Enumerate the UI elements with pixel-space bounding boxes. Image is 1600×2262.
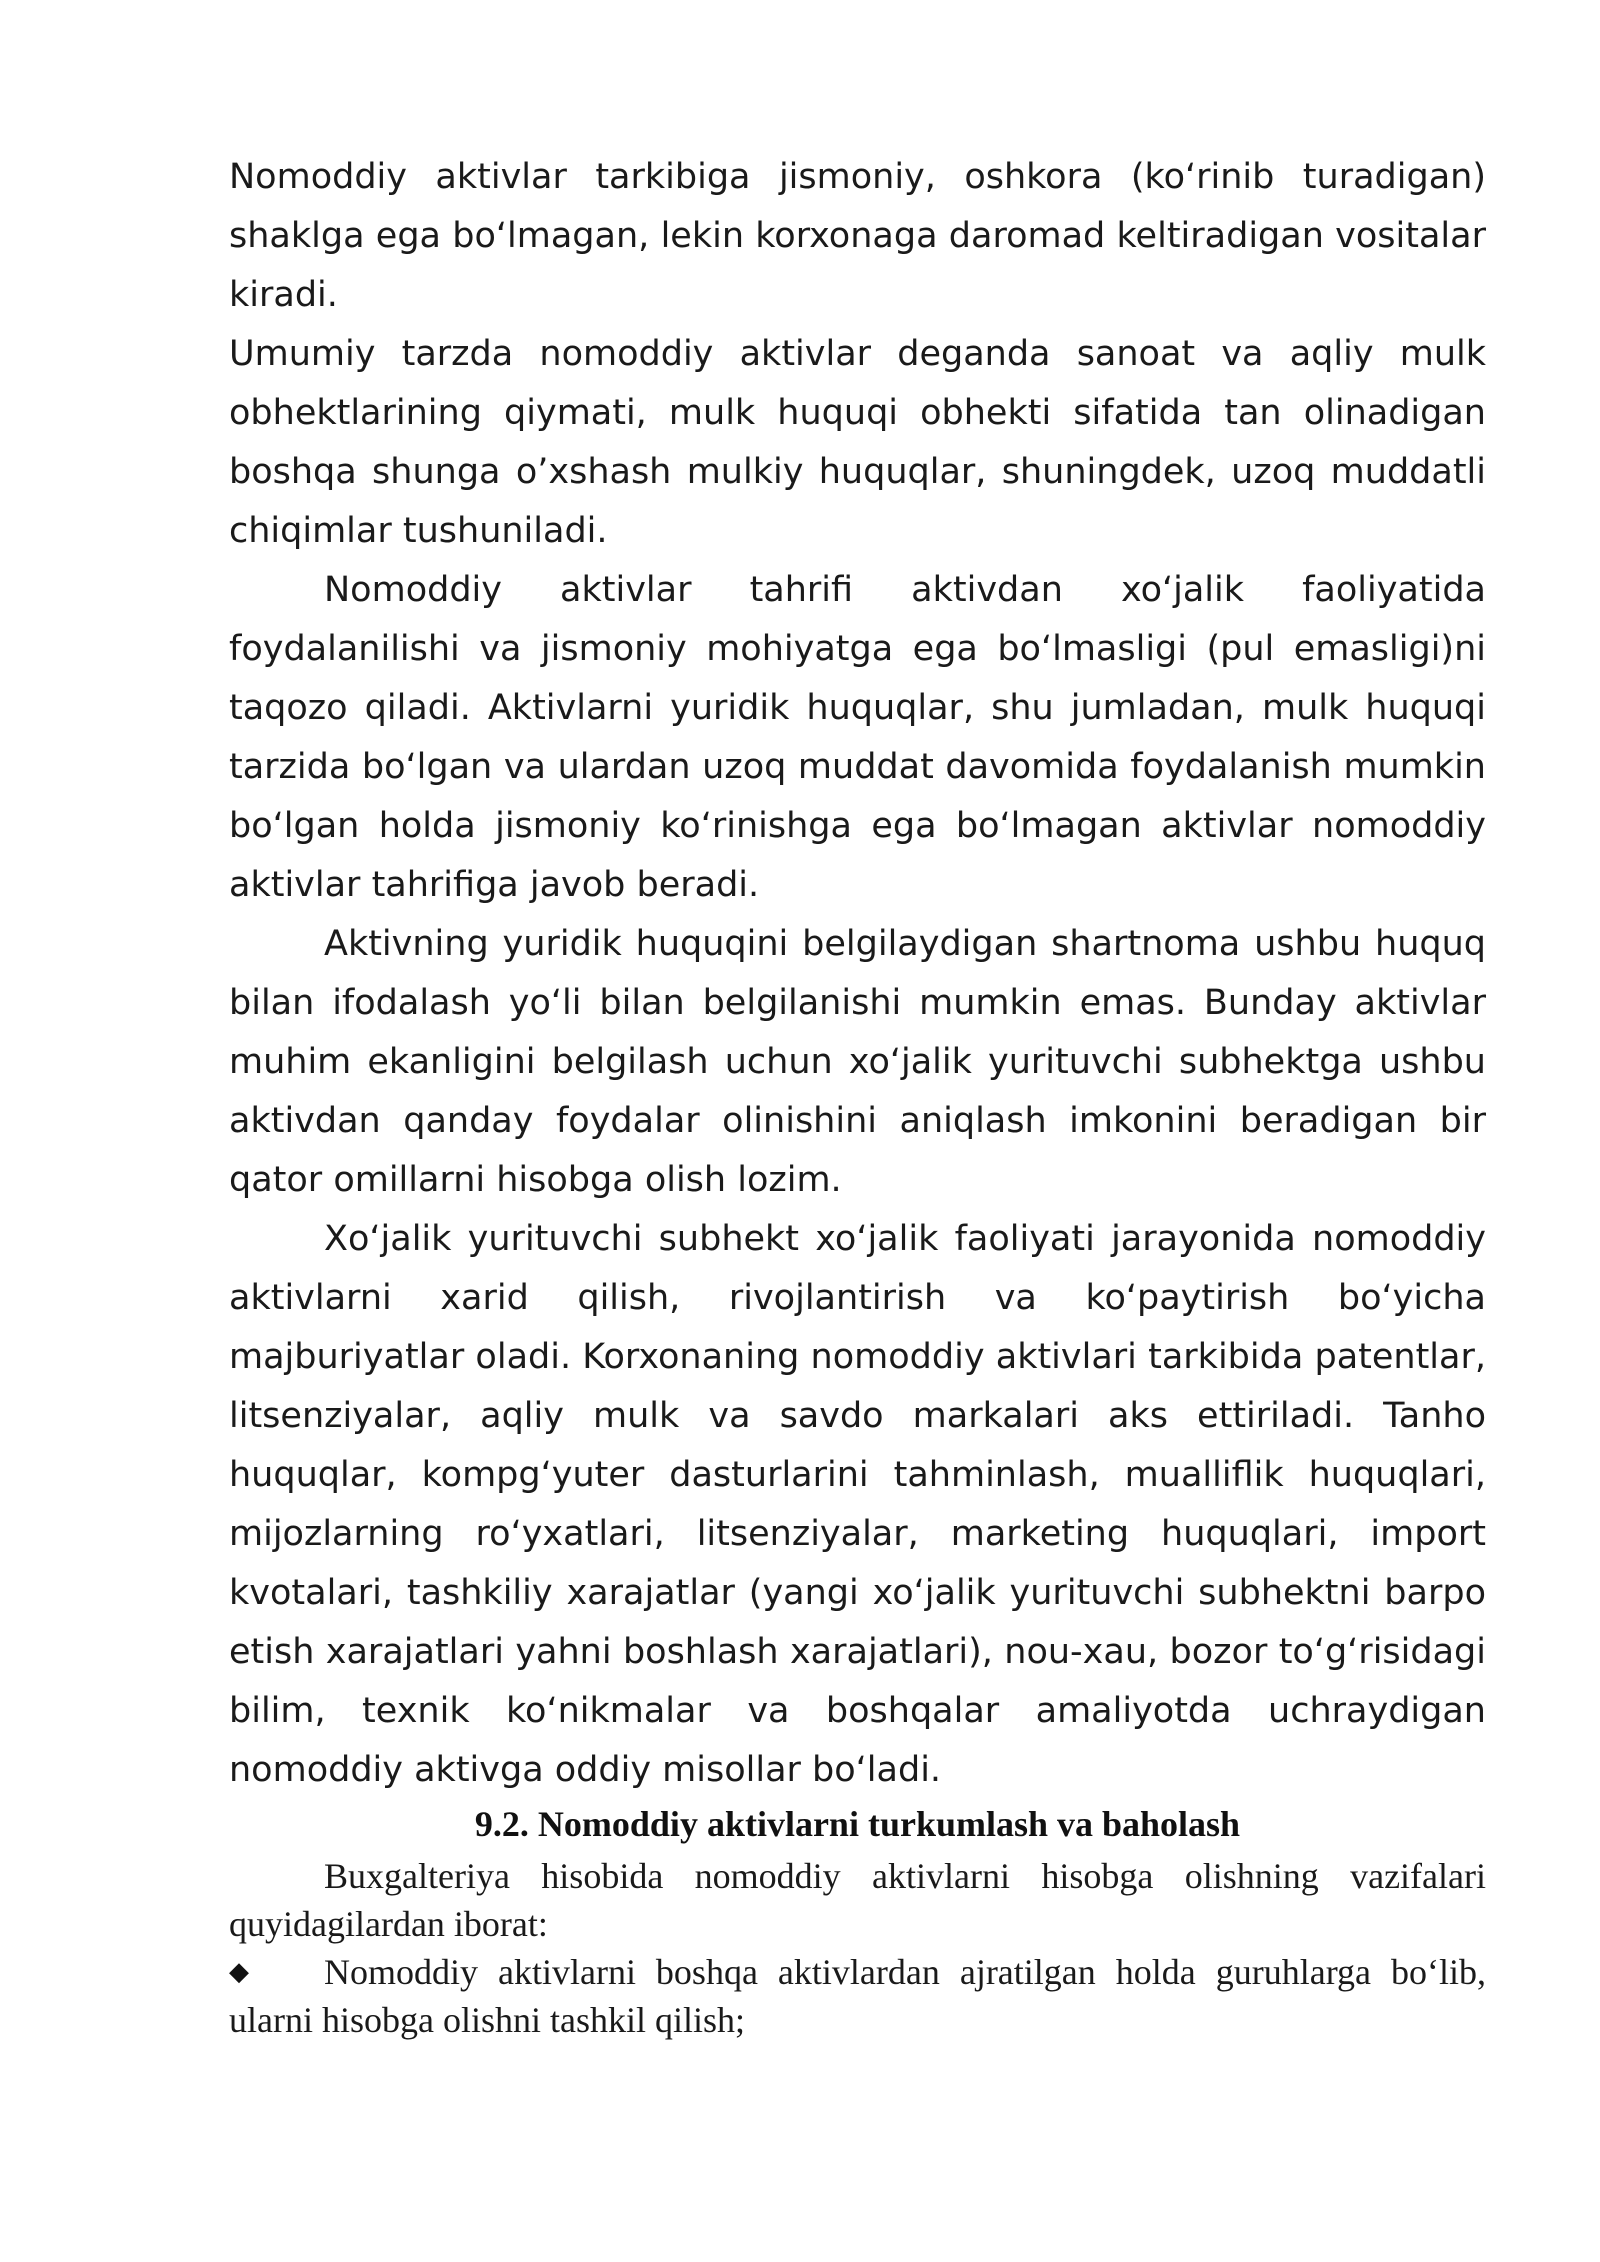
paragraph: Nomoddiy aktivlar tahrifi aktivdan xoʻjalik faoliyatida foydalanilishi va jismoniy mohiyatga ega boʻlmasligi (pul emasligi)ni taqozo qiladi. Aktivlarni yuridik huquqlar, shu jumladan, mulk huquqi tarzida boʻlgan va ulardan uzoq muddat davomida foydalanish mumkin boʻlgan holda jismoniy koʻrinishga ega boʻlmagan aktivlar nomoddiy aktivlar tahrifiga javob beradi. [229,570,1486,905]
list-item-text: Nomoddiy aktivlarni boshqa aktivlardan ajratilgan holda guruhlarga bo‘lib, ularni hisobga olishni tashkil qilish; [229,1952,1486,2040]
paragraph: Aktivning yuridik huquqini belgilaydigan shartnoma ushbu huquq bilan ifodalash yoʻli bilan belgilanishi mumkin emas. Bunday aktivlar muhim ekanligini belgilash uchun xoʻjalik yurituvchi subhektga ushbu aktivdan qanday foydalar olinishini aniqlash imkonini beradigan bir qator omillarni hisobga olish lozim. [229,924,1486,1200]
list-item [229,1948,1486,2044]
intro-paragraph: Buxgalteriya hisobida nomoddiy aktivlarni hisobga olishning vazifalari quyidagilardan iborat: [229,1856,1486,1944]
section-heading: 9.2. Nomoddiy aktivlarni turkumlash va baholash [474,1804,1241,1844]
paragraph: Umumiy tarzda nomoddiy aktivlar deganda sanoat va aqliy mulk obhektlarining qiymati, mulk huquqi obhekti sifatida tan olinadigan boshqa shunga oʼxshash mulkiy huquqlar, shuningdek, uzoq muddatli chiqimlar tushuniladi. [229,334,1486,551]
section-body [229,1852,1486,2044]
paragraph: Nomoddiy aktivlar tarkibiga jismoniy, oshkora (koʻrinib turadigan) shaklga ega boʻlmagan, lekin korxonaga daromad keltiradigan vositalar kiradi. [229,157,1486,315]
paragraph: Xoʻjalik yurituvchi subhekt xoʻjalik faoliyati jarayonida nomoddiy aktivlarni xarid qilish, rivojlantirish va koʻpaytirish boʻyicha majburiyatlar oladi. Korxonaning nomoddiy aktivlari tarkibida patentlar, litsenziyalar, aqliy mulk va savdo markalari aks ettiriladi. Tanho huquqlar, kompgʻyuter dasturlarini tahminlash, mualliflik huquqlari, mijozlarning roʻyxatlari, litsenziyalar, marketing huquqlari, import kvotalari, tashkiliy xarajatlar (yangi xoʻjalik yurituvchi subhektni barpo etish xarajatlari yahni boshlash xarajatlari), nou-xau, bozor toʻgʻrisidagi bilim, texnik koʻnikmalar va boshqalar amaliyotda uchraydigan nomoddiy aktivga oddiy misollar boʻladi. [229,1219,1486,1790]
body-text [229,148,1486,1800]
diamond-bullet-icon: ◆ [229,1957,249,1986]
